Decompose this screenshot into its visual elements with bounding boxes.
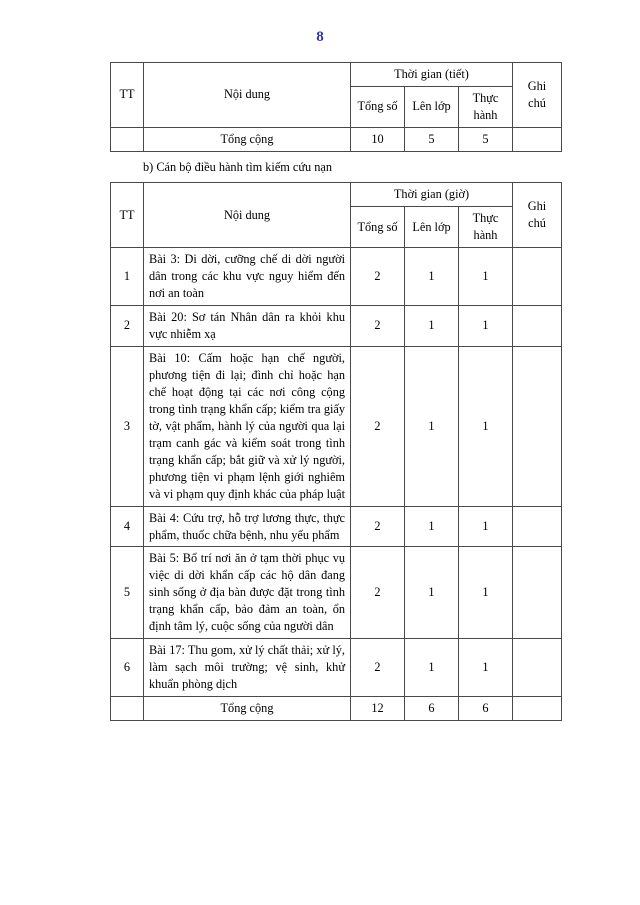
table-row bbox=[111, 639, 562, 697]
row-thuc-hanh: 1 bbox=[459, 247, 513, 305]
row-ghi-chu bbox=[513, 346, 562, 506]
row-thuc-hanh: 1 bbox=[459, 506, 513, 547]
row-len-lop: 1 bbox=[405, 346, 459, 506]
header-thuc-hanh: Thực hành bbox=[459, 86, 513, 127]
table-row bbox=[111, 346, 562, 506]
row-thuc-hanh: 1 bbox=[459, 547, 513, 639]
row-tt: 6 bbox=[111, 639, 144, 697]
row-noi-dung: Bài 5: Bố trí nơi ăn ở tạm thời phục vụ việc di dời khẩn cấp các hộ dân đang sinh sống ở địa bàn được đặt trong tình trạng khẩn cấp, bảo đảm an toàn, ổn định tâm lý, cuộc sống của người dân bbox=[144, 547, 351, 639]
row-noi-dung: Bài 4: Cứu trợ, hỗ trợ lương thực, thực phẩm, thuốc chữa bệnh, nhu yếu phẩm bbox=[144, 506, 351, 547]
header-noi-dung: Nội dung bbox=[144, 63, 351, 128]
row-len-lop: 1 bbox=[405, 506, 459, 547]
header-thuc-hanh: Thực hành bbox=[459, 207, 513, 248]
row-tong-so: 2 bbox=[351, 506, 405, 547]
total-tt bbox=[111, 127, 144, 151]
total-tong-so: 12 bbox=[351, 697, 405, 721]
row-tong-so: 2 bbox=[351, 639, 405, 697]
row-ghi-chu bbox=[513, 247, 562, 305]
row-thuc-hanh: 1 bbox=[459, 346, 513, 506]
row-noi-dung: Bài 17: Thu gom, xử lý chất thải; xử lý, làm sạch môi trường; vệ sinh, khử khuẩn phòng dịch bbox=[144, 639, 351, 697]
header-len-lop: Lên lớp bbox=[405, 86, 459, 127]
row-tt: 4 bbox=[111, 506, 144, 547]
row-tt: 3 bbox=[111, 346, 144, 506]
row-thuc-hanh: 1 bbox=[459, 305, 513, 346]
row-thuc-hanh: 1 bbox=[459, 639, 513, 697]
row-len-lop: 1 bbox=[405, 639, 459, 697]
row-tt: 2 bbox=[111, 305, 144, 346]
row-tt: 5 bbox=[111, 547, 144, 639]
training-table-top bbox=[110, 62, 562, 152]
header-ghi-chu: Ghi chú bbox=[513, 63, 562, 128]
total-len-lop: 6 bbox=[405, 697, 459, 721]
table-row bbox=[111, 247, 562, 305]
total-len-lop: 5 bbox=[405, 127, 459, 151]
table-total-row bbox=[111, 697, 562, 721]
table-header-row bbox=[111, 63, 562, 87]
row-tt: 1 bbox=[111, 247, 144, 305]
total-tong-so: 10 bbox=[351, 127, 405, 151]
table-total-row bbox=[111, 127, 562, 151]
row-tong-so: 2 bbox=[351, 305, 405, 346]
header-tong-so: Tổng số bbox=[351, 86, 405, 127]
total-label: Tổng cộng bbox=[144, 127, 351, 151]
header-ghi-chu: Ghi chú bbox=[513, 183, 562, 248]
row-ghi-chu bbox=[513, 506, 562, 547]
row-ghi-chu bbox=[513, 639, 562, 697]
page-number: 8 bbox=[316, 29, 324, 45]
header-tong-so: Tổng số bbox=[351, 207, 405, 248]
table-row bbox=[111, 305, 562, 346]
total-thuc-hanh: 5 bbox=[459, 127, 513, 151]
training-table-bottom bbox=[110, 182, 562, 721]
total-tt bbox=[111, 697, 144, 721]
header-len-lop: Lên lớp bbox=[405, 207, 459, 248]
row-tong-so: 2 bbox=[351, 247, 405, 305]
row-len-lop: 1 bbox=[405, 305, 459, 346]
page-content bbox=[110, 62, 547, 721]
header-noi-dung: Nội dung bbox=[144, 183, 351, 248]
table-row bbox=[111, 547, 562, 639]
row-tong-so: 2 bbox=[351, 547, 405, 639]
table-row bbox=[111, 506, 562, 547]
row-tong-so: 2 bbox=[351, 346, 405, 506]
header-thoi-gian: Thời gian (tiết) bbox=[351, 63, 513, 87]
total-thuc-hanh: 6 bbox=[459, 697, 513, 721]
header-thoi-gian: Thời gian (giờ) bbox=[351, 183, 513, 207]
table-header-row bbox=[111, 183, 562, 207]
row-ghi-chu bbox=[513, 547, 562, 639]
total-ghi-chu bbox=[513, 697, 562, 721]
total-label: Tổng cộng bbox=[144, 697, 351, 721]
row-noi-dung: Bài 20: Sơ tán Nhân dân ra khỏi khu vực nhiễm xạ bbox=[144, 305, 351, 346]
total-ghi-chu bbox=[513, 127, 562, 151]
section-caption: b) Cán bộ điều hành tìm kiếm cứu nạn bbox=[143, 159, 333, 174]
row-noi-dung: Bài 3: Di dời, cưỡng chế di dời người dân trong các khu vực nguy hiểm đến nơi an toàn bbox=[144, 247, 351, 305]
header-tt: TT bbox=[111, 63, 144, 128]
row-len-lop: 1 bbox=[405, 547, 459, 639]
row-len-lop: 1 bbox=[405, 247, 459, 305]
row-ghi-chu bbox=[513, 305, 562, 346]
header-tt: TT bbox=[111, 183, 144, 248]
row-noi-dung: Bài 10: Cấm hoặc hạn chế người, phương tiện đi lại; đình chỉ hoặc hạn chế hoạt động tại các nơi công cộng trong tình trạng khẩn cấp; kiểm tra giấy tờ, vật phẩm, hành lý của người qua lại trạm canh gác và kiểm soát trong tình trạng khẩn cấp; bắt giữ và xử lý người, phương tiện vi phạm lệnh giới nghiêm và vi phạm quy định khác của pháp luật bbox=[144, 346, 351, 506]
